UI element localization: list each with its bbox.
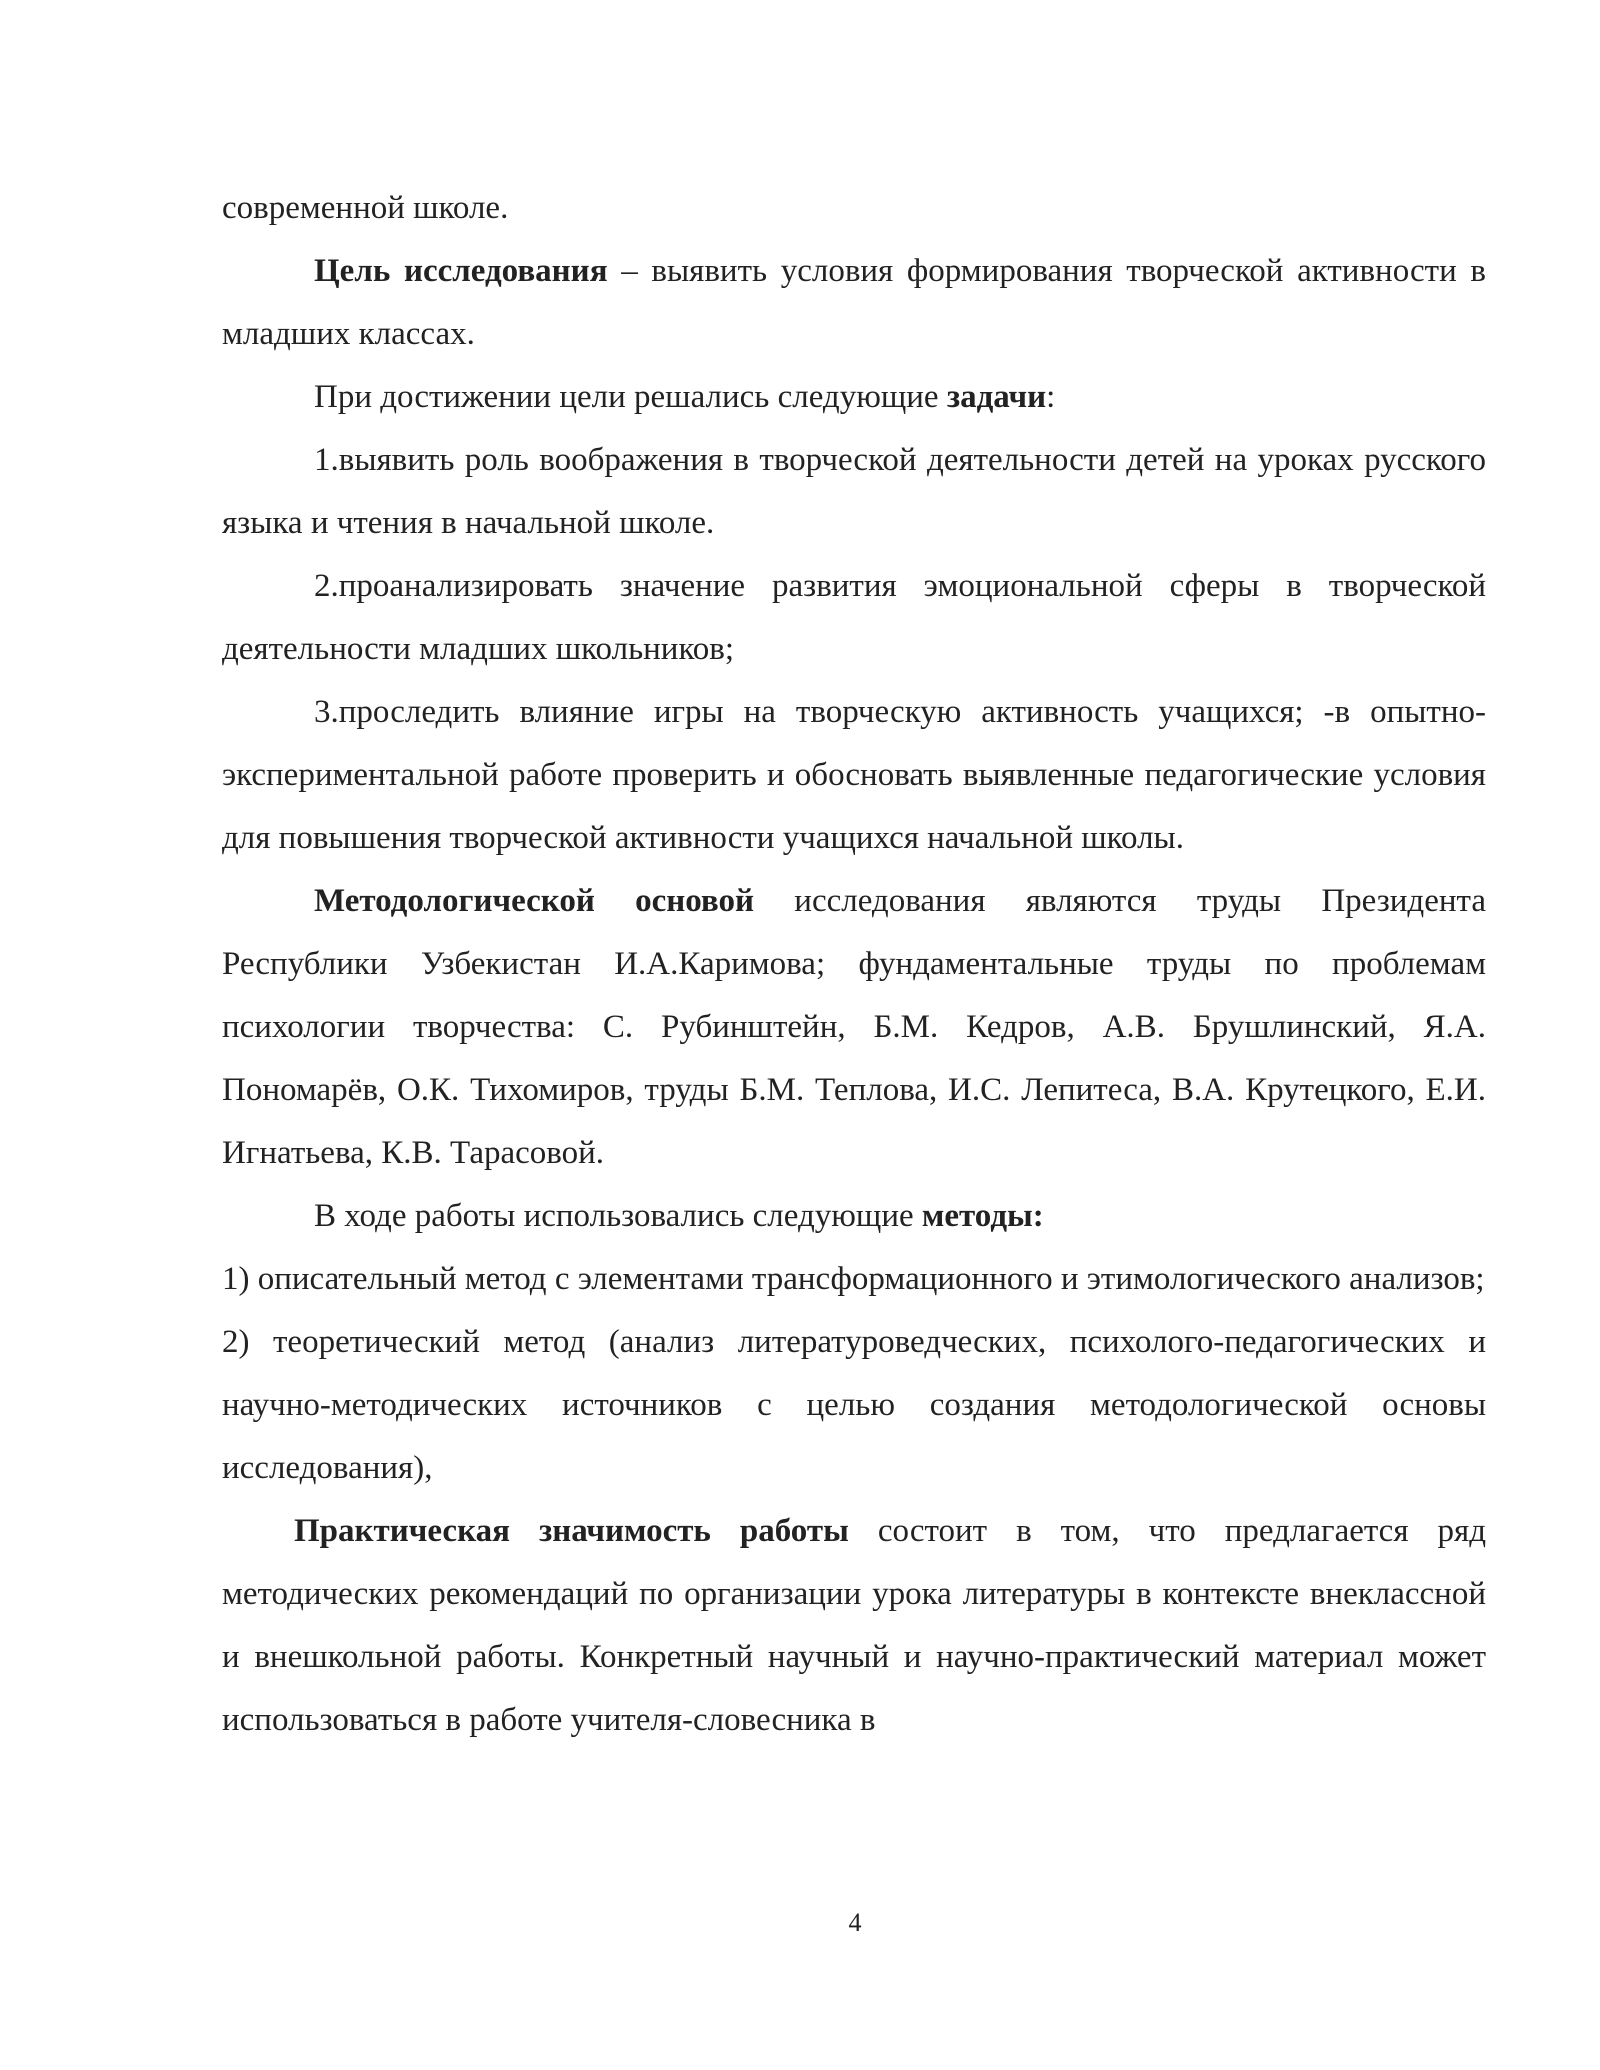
paragraph-practical-significance — [222, 1500, 1486, 1752]
practical-significance-text: состоит в том, что предлагается ряд методических рекомендаций по организации урока литературы в контексте внеклассной и внешкольной работы. Конкретный научный и научно-практический материал может использоваться в работе учителя-словесника в — [222, 1513, 1486, 1738]
tasks-colon: : — [1046, 379, 1056, 415]
task-item-2: 2.проанализировать значение развития эмоциональной сферы в творческой деятельности младших школьников; — [222, 568, 1486, 667]
research-goal-text: – выявить условия формирования творческой активности в младших классах. — [222, 253, 1486, 352]
method-item-1: 1) описательный метод с элементами трансформационного и этимологического анализов; — [222, 1261, 1485, 1297]
paragraph-tasks-intro — [222, 366, 1486, 429]
paragraph-continuation: современной школе. — [222, 190, 509, 226]
tasks-heading: задачи — [946, 379, 1047, 415]
task-item-1: 1.выявить роль воображения в творческой деятельности детей на уроках русского языка и чтения в начальной школе. — [222, 442, 1486, 541]
paragraph-methods-intro — [222, 1185, 1486, 1248]
methodology-heading: Методологической основой — [314, 883, 755, 919]
research-goal-heading: Цель исследования — [314, 253, 608, 289]
methods-heading: методы: — [921, 1198, 1044, 1234]
paragraph-methodology — [222, 870, 1486, 1185]
practical-significance-heading: Практическая значимость работы — [294, 1513, 849, 1549]
task-item-3: 3.проследить влияние игры на творческую активность учащихся; -в опытно-экспериментальной работе проверить и обосновать выявленные педагогические условия для повышения творческой активности учащихся начальной школы. — [222, 694, 1486, 856]
method-item-2: 2) теоретический метод (анализ литературоведческих, психолого-педагогических и научно-методических источников с целью создания методологической основы исследования), — [222, 1324, 1486, 1486]
methodology-text: исследования являются труды Президента Республики Узбекистан И.А.Каримова; фундаментальные труды по проблемам психологии творчества: С. Рубинштейн, Б.М. Кедров, А.В. Брушлинский, Я.А. Пономарёв, О.К. Тихомиров, труды Б.М. Теплова, И.С. Лепитеса, В.А. Крутецкого, Е.И. Игнатьева, К.В. Тарасовой. — [222, 883, 1486, 1171]
page-number: 4 — [848, 1908, 862, 1937]
tasks-intro-text: При достижении цели решались следующие — [314, 379, 947, 415]
paragraph-research-goal — [222, 240, 1486, 366]
methods-intro-text: В ходе работы использовались следующие — [314, 1198, 922, 1234]
body-text — [222, 177, 1486, 1752]
